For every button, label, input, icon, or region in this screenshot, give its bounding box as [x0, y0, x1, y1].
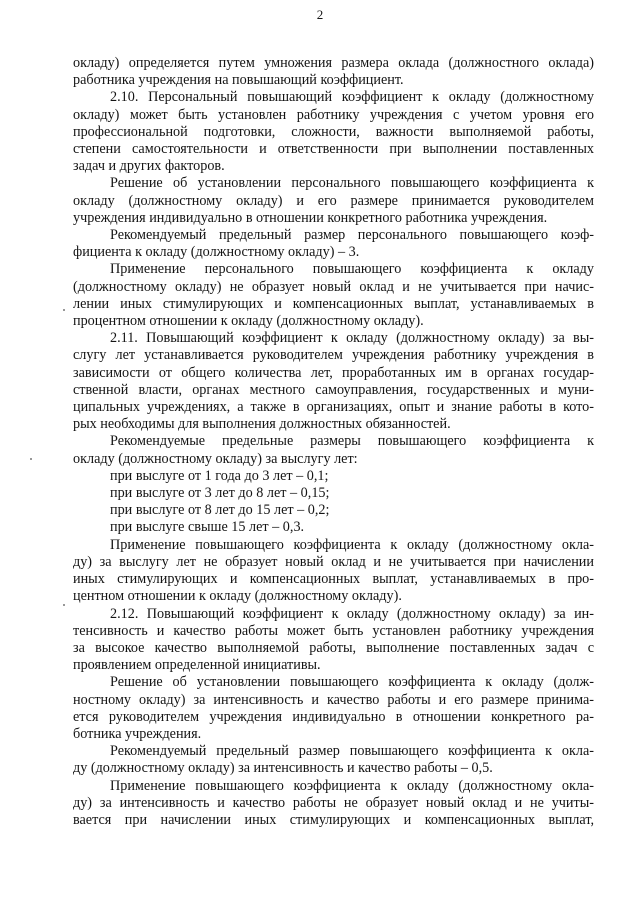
text-line: Решение об установлении персонального повышающего коэффициента к	[110, 175, 594, 192]
paragraph-limit-personal	[73, 227, 594, 261]
scan-speck	[63, 309, 65, 311]
list-item: при выслуге свыше 15 лет – 0,3.	[110, 519, 305, 536]
text-line: ственной власти, органах местного самоуправления, государственных и муни-	[73, 381, 594, 398]
paragraph-2-12	[73, 606, 594, 675]
text-line: Применение персонального повышающего коэффициента к окладу	[110, 261, 594, 278]
text-line: (должностному окладу) не образует новый оклад и не учитывается при начис-	[73, 278, 594, 295]
scan-speck	[30, 458, 32, 460]
paragraph-decision-personal	[73, 175, 594, 227]
text-line: работника учреждения на повышающий коэффициент.	[73, 72, 404, 89]
text-line: 2.12. Повышающий коэффициент к окладу (должностному окладу) за ин-	[110, 605, 594, 622]
paragraph-application-seniority	[73, 537, 594, 606]
text-line: за высокое качество выполняемой работы, выполнение поставленных задач с	[73, 639, 594, 656]
scan-speck	[63, 604, 65, 606]
text-line: Рекомендуемый предельный размер персонального повышающего коэф-	[110, 227, 594, 244]
paragraph-continuation	[73, 55, 594, 89]
text-line: Применение повышающего коэффициента к окладу (должностному окла-	[110, 536, 594, 553]
text-line: центном отношении к окладу (должностному окладу).	[73, 588, 402, 605]
text-line: окладу (должностному окладу) за выслугу лет:	[73, 450, 358, 467]
text-line: вается при начислении иных стимулирующих и компенсационных выплат,	[73, 811, 594, 828]
page-number: 2	[316, 7, 324, 22]
text-line: тенсивность и качество работы может быть установлен работнику учреждения	[73, 622, 594, 639]
text-line: ботника учреждения.	[73, 725, 202, 742]
text-line: слугу лет устанавливается руководителем учреждения работнику учреждения в	[73, 347, 594, 364]
paragraph-2-11	[73, 330, 594, 433]
paragraph-decision-intensity	[73, 674, 594, 743]
text-line: окладу (должностному окладу) и его размере принимается руководителем	[73, 192, 594, 209]
text-line: 2.11. Повышающий коэффициент к окладу (должностному окладу) за вы-	[110, 330, 594, 347]
text-line: ется руководителем учреждения индивидуально в отношении конкретного ра-	[73, 708, 594, 725]
text-line: лении иных стимулирующих и компенсационных выплат, устанавливаемых в	[73, 295, 594, 312]
text-line: учреждения индивидуально в отношении конкретного работника учреждения.	[73, 209, 548, 226]
text-line: Решение об установлении повышающего коэффициента к окладу (долж-	[110, 674, 594, 691]
text-line: 2.10. Персональный повышающий коэффициент к окладу (должностному	[110, 89, 594, 106]
text-line: Рекомендуемый предельный размер повышающего коэффициента к окла-	[110, 743, 594, 760]
list-item: при выслуге от 8 лет до 15 лет – 0,2;	[110, 502, 330, 519]
paragraph-application-intensity	[73, 778, 594, 830]
text-line: иных стимулирующих и компенсационных выплат, устанавливаемых в про-	[73, 571, 594, 588]
text-line: Рекомендуемые предельные размеры повышающего коэффициента к	[110, 433, 594, 450]
text-line: рых необходимы для выполнения должностных обязанностей.	[73, 416, 451, 433]
list-item: при выслуге от 3 лет до 8 лет – 0,15;	[110, 485, 330, 502]
text-line: ностному окладу) за интенсивность и качество работы и его размере принима-	[73, 691, 594, 708]
text-line: ду) за выслугу лет не образует новый оклад и не учитывается при начислении	[73, 553, 594, 570]
text-line: окладу) может быть установлен работнику учреждения с учетом уровня его	[73, 106, 594, 123]
paragraph-2-10	[73, 89, 594, 175]
text-line: процентном отношении к окладу (должностному окладу).	[73, 313, 424, 330]
text-line: задач и других факторов.	[73, 158, 225, 175]
list-item: при выслуге от 1 года до 3 лет – 0,1;	[110, 467, 329, 484]
text-line: ду (должностному окладу) за интенсивность и качество работы – 0,5.	[73, 760, 493, 777]
document-body	[73, 55, 594, 829]
text-line: степени самостоятельности и ответственности при выполнении поставленных	[73, 141, 594, 158]
text-line: профессиональной подготовки, сложности, важности выполняемой работы,	[73, 123, 594, 140]
text-line: ципальных учреждениях, а также в организациях, опыт и знание работы в кото-	[73, 399, 594, 416]
paragraph-limits-seniority	[73, 433, 594, 467]
text-line: Применение повышающего коэффициента к окладу (должностному окла-	[110, 777, 594, 794]
text-line: фициента к окладу (должностному окладу) – 3.	[73, 244, 360, 261]
text-line: окладу) определяется путем умножения размера оклада (должностного оклада)	[73, 55, 594, 71]
paragraph-limit-intensity	[73, 743, 594, 777]
seniority-list	[73, 468, 594, 537]
text-line: проявлением определенной инициативы.	[73, 657, 321, 674]
text-line: зависимости от общего количества лет, проработанных им в органах государ-	[73, 364, 594, 381]
paragraph-application-personal	[73, 261, 594, 330]
text-line: ду) за интенсивность и качество работы не образует новый оклад и не учиты-	[73, 794, 594, 811]
